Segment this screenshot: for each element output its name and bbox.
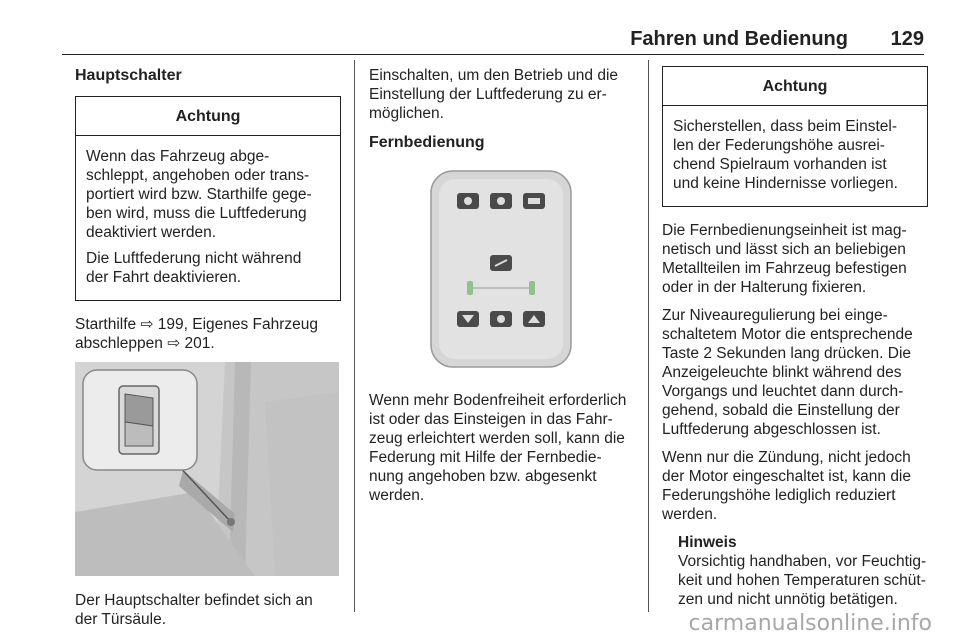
column-1 <box>75 66 341 638</box>
main-switch-photo <box>75 362 339 576</box>
column-3 <box>662 66 928 609</box>
preset-level-3-button <box>523 193 545 209</box>
page-number: 129 <box>890 28 924 50</box>
watermark: carmanualsonline.info <box>688 611 932 636</box>
preset-level-1-button <box>457 193 479 209</box>
remote-description: Wenn mehr Bodenfreiheit erforderlich ist oder das Einsteigen in das Fahr- zeug erleichtert werden soll, kann die Federung mit Hilfe der Fernbedie- nung angehoben bzw. abgesenkt werden. <box>369 392 627 504</box>
reset-button <box>490 255 512 271</box>
caution-title: Achtung <box>76 97 340 136</box>
caution-text: Die Luftfederung nicht während der Fahrt deaktivieren. <box>86 250 302 286</box>
column-2 <box>369 66 637 514</box>
raise-button <box>523 311 545 327</box>
preset-level-2-button <box>490 193 512 209</box>
note-label: Hinweis <box>678 534 737 551</box>
caution-title: Achtung <box>663 67 927 106</box>
chapter-title: Fahren und Bedienung <box>630 28 848 50</box>
caution-text: Sicherstellen, dass beim Einstel- len der Federungshöhe ausrei- chend Spielraum vorhanden ist und keine Hindernisse vorliegen. <box>673 118 898 192</box>
caution-box <box>662 66 928 207</box>
body-paragraph: Zur Niveauregulierung bei einge- schaltetem Motor die entsprechende Taste 2 Sekunden lang drücken. Die Anzeigeleuchte blinkt während des Vorgangs und leuchtet dann durch- gehend, sobald die Einstellung der Luftfederung abgeschlossen ist. <box>662 307 913 438</box>
section-heading-hauptschalter: Hauptschalter <box>75 67 182 84</box>
caution-box <box>75 96 341 301</box>
column-divider-2 <box>648 60 649 612</box>
lower-button <box>457 311 479 327</box>
section-heading-fernbedienung: Fernbedienung <box>369 134 485 151</box>
body-paragraph: Wenn nur die Zündung, nicht jedoch der Motor eingeschaltet ist, kann die Federungshöhe lediglich reduziert werden. <box>662 449 911 523</box>
note-text: Vorsichtig handhaben, vor Feuchtig- keit und hohen Temperaturen schüt- zen und nicht unnötig betätigen. <box>678 553 927 608</box>
normal-height-button <box>490 311 512 327</box>
intro-text: Einschalten, um den Betrieb und die Einstellung der Luftfederung zu er- möglichen. <box>369 67 619 122</box>
caution-text: Wenn das Fahrzeug abge- schleppt, angehoben oder trans- portiert wird bzw. Starthilfe gege- ben wird, muss die Luftfederung deaktiviert werden. <box>86 148 312 241</box>
cross-reference: Starthilfe ⇨ 199, Eigenes Fahrzeug abschleppen ⇨ 201. <box>75 316 319 352</box>
remote-control-illustration <box>369 163 633 375</box>
image-caption: Der Hauptschalter befindet sich an der Türsäule. <box>75 592 313 628</box>
indicator-light-left <box>467 281 473 295</box>
header-rule <box>62 54 924 55</box>
body-paragraph: Die Fernbedienungseinheit ist mag- netisch und lässt sich an beliebigen Metallteilen im Fahrzeug befestigen oder in der Halterung fixieren. <box>662 222 907 296</box>
column-divider-1 <box>354 60 355 612</box>
note-block <box>662 533 928 609</box>
indicator-light-right <box>529 281 535 295</box>
